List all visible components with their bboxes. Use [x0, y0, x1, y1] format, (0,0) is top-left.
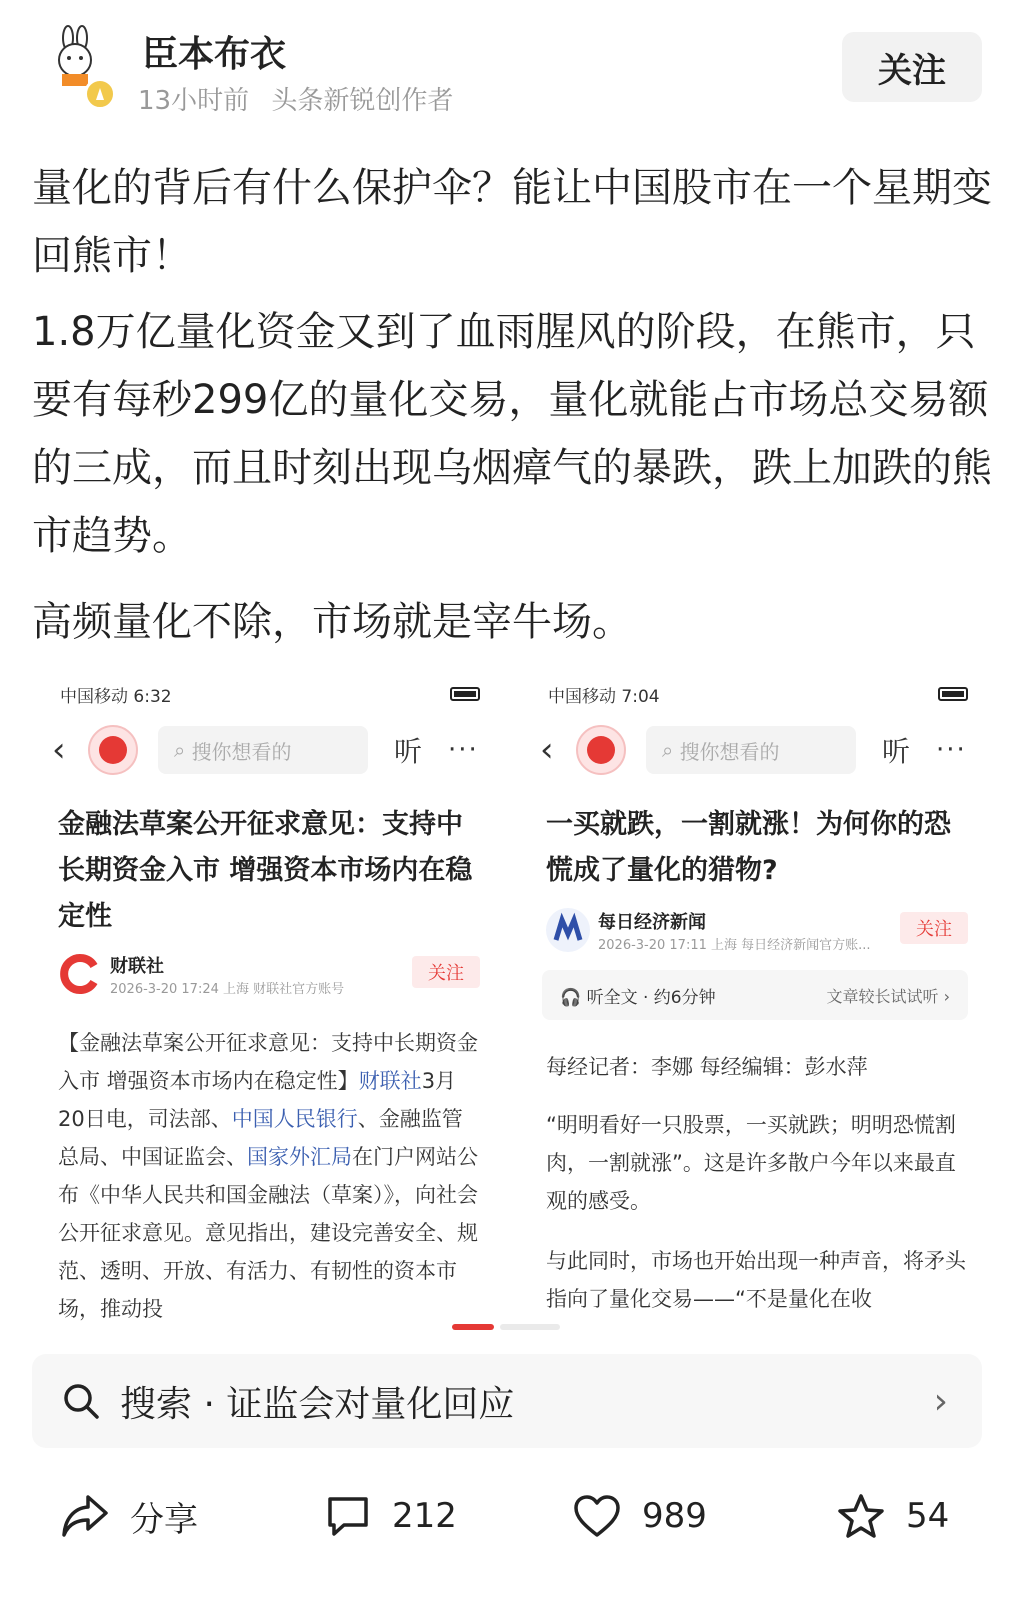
app-search-placeholder: 搜你想看的: [679, 739, 780, 764]
more-icon: ···: [936, 735, 967, 765]
source-meta: 2026-3-20 17:24 上海 财联社官方账号: [110, 982, 345, 997]
listen-full-bar: [542, 970, 968, 1020]
source-follow: 关注: [900, 912, 968, 944]
post-paragraph: 1.8万亿量化资金又到了血雨腥风的阶段，在熊市，只要有每秒299亿的量化交易，量化就能占市场总交易额的三成，而且时刻出现乌烟瘴气的暴跌，跌上加跌的熊市趋势。: [32, 309, 992, 559]
chevron-right-icon: ›: [933, 1380, 948, 1422]
article-source: [546, 908, 968, 958]
post-meta: [138, 80, 467, 117]
source-name: 每日经济新闻: [598, 912, 706, 933]
article-reporter: 每经记者：李娜 每经编辑：彭水萍: [546, 1055, 868, 1079]
battery-icon: [450, 687, 480, 701]
image-pager: [452, 1324, 560, 1330]
listen-label: 听: [882, 735, 911, 768]
article-title: 金融法草案公开征求意见：支持中长期资金入市 增强资本市场内在稳定性: [58, 809, 473, 932]
favorite-count: 54: [906, 1496, 950, 1536]
app-search-placeholder: 搜你想看的: [191, 739, 292, 764]
app-logo-icon: [88, 725, 138, 775]
like-button[interactable]: [572, 1486, 707, 1546]
more-icon: ···: [448, 735, 479, 765]
app-navbar: [540, 722, 968, 778]
status-carrier: 中国移动 6:32: [60, 686, 172, 707]
article-text: 、金融监管总局、中国证监会、: [58, 1107, 463, 1169]
article-text: 【金融法草案公开征求意见：支持中长期资金入市 增强资本市场内在稳定性】: [58, 1031, 478, 1093]
favorite-button[interactable]: [836, 1486, 949, 1546]
comment-count: 212: [392, 1496, 457, 1536]
status-bar: [60, 682, 480, 706]
comment-button[interactable]: [324, 1486, 457, 1546]
share-button[interactable]: [60, 1486, 198, 1546]
related-search-bar[interactable]: [32, 1354, 982, 1448]
back-arrow-icon: ‹: [52, 730, 66, 770]
app-search-box: ⌕ 搜你想看的: [646, 726, 856, 774]
listen-full-text: 听全文 · 约6分钟: [586, 987, 716, 1008]
comment-icon: [324, 1493, 372, 1539]
app-search-box: ⌕ 搜你想看的: [158, 726, 368, 774]
status-bar: [548, 682, 968, 706]
article-text: 3月20日电，司法部、: [58, 1069, 457, 1131]
status-icons: [938, 687, 968, 701]
post-body: [32, 154, 992, 656]
listen-label: 听: [394, 735, 423, 768]
article-source: [58, 952, 480, 1002]
article-body: [58, 1024, 480, 1328]
back-arrow-icon: ‹: [540, 730, 554, 770]
image-screenshot-right[interactable]: [520, 668, 988, 1311]
app-logo-icon: [576, 725, 626, 775]
article-title: 一买就跌，一割就涨！为何你的恐慌成了量化的猎物?: [546, 809, 951, 886]
action-bar: [0, 1470, 1034, 1570]
article-link: 国家外汇局: [247, 1145, 352, 1169]
article-link: 财联社: [358, 1069, 422, 1093]
post-time: 13小时前: [138, 86, 250, 116]
post-header: [0, 0, 1034, 130]
battery-icon: [938, 687, 968, 701]
source-meta: 2026-3-20 17:11 上海 每日经济新闻官方账...: [598, 938, 871, 953]
article-link: 中国人民银行: [231, 1107, 358, 1131]
article-text: 在门户网站公布《中华人民共和国金融法（草案）》，向社会公开征求意见。意见指出，建设完善安全、规范、透明、开放、有活力、有韧性的资本市场，推动投: [58, 1145, 478, 1321]
related-search-label: 搜索 · 证监会对量化回应: [120, 1383, 515, 1425]
share-icon: [60, 1493, 110, 1539]
article-paragraph: 与此同时，市场也开始出现一种声音，将矛头指向了量化交易——“不是量化在收: [546, 1249, 966, 1311]
pager-dot-active: [452, 1324, 494, 1330]
listen-hint: 文章较长试试听 ›: [826, 986, 950, 1006]
image-screenshot-left[interactable]: [32, 668, 500, 1321]
share-label: 分享: [130, 1499, 198, 1540]
post-paragraph: 高频量化不除，市场就是宰牛场。: [32, 599, 632, 645]
nbd-logo-icon: [546, 908, 590, 952]
status-carrier: 中国移动 7:04: [548, 686, 660, 707]
cls-logo-icon: [58, 952, 102, 996]
like-count: 989: [642, 1496, 707, 1536]
follow-button[interactable]: 关注: [842, 32, 982, 102]
post-paragraph: 量化的背后有什么保护伞？能让中国股市在一个星期变回熊市！: [32, 165, 992, 279]
pager-dot: [500, 1324, 560, 1330]
creator-label: 头条新锐创作者: [271, 86, 454, 116]
listen-full-label: 🎧 听全文 · 约6分钟: [560, 987, 716, 1008]
article-paragraph: “明明看好一只股票，一买就跌；明明恐慌割肉，一割就涨”。这是许多散户今年以来最直观的感受。: [546, 1113, 956, 1213]
search-icon: [62, 1382, 100, 1420]
status-icons: [450, 687, 480, 701]
source-name: 财联社: [110, 956, 164, 977]
star-icon: [836, 1492, 886, 1540]
app-navbar: [52, 722, 480, 778]
source-follow: 关注: [412, 956, 480, 988]
author-name[interactable]: 臣本布衣: [142, 34, 287, 75]
heart-icon: [572, 1493, 622, 1539]
creator-badge-icon: [84, 78, 116, 110]
